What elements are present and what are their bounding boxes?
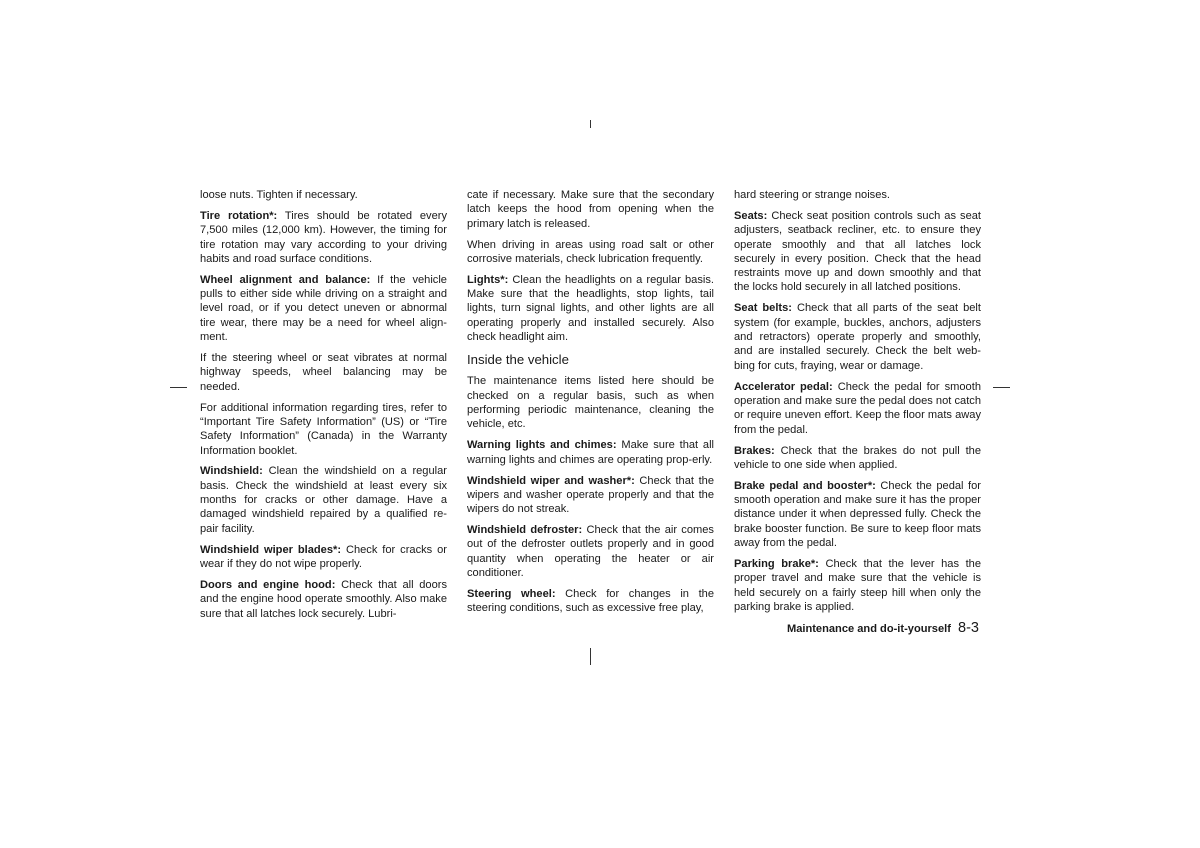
paragraph (734, 444, 981, 473)
paragraph-term: Windshield wiper and washer*: (467, 474, 635, 487)
text-column-1 (200, 188, 447, 628)
paragraph (467, 523, 714, 580)
paragraph-term: Seat belts: (734, 302, 792, 315)
page-footer (787, 620, 979, 637)
paragraph-term: Parking brake*: (734, 557, 819, 570)
paragraph-text: If the steering wheel or seat vibrates at normal highway speeds, wheel balancing may be needed. (200, 352, 447, 393)
paragraph (734, 188, 981, 202)
paragraph (200, 351, 447, 394)
paragraph-text: The maintenance items listed here should be checked on a regular basis, such as when performing periodic maintenance, cleaning the vehicle, etc. (467, 375, 714, 431)
crop-mark-left (170, 387, 187, 388)
paragraph-text: Check for changes in the steering conditions, such as excessive free play, (467, 587, 714, 615)
paragraph (734, 209, 981, 295)
paragraph-term: Doors and engine hood: (200, 578, 336, 591)
paragraph-text: Check that all doors and the engine hood operate smoothly. Also make sure that all latches lock securely. Lubri- (200, 578, 448, 620)
paragraph-term: Steering wheel: (467, 587, 556, 600)
paragraph (467, 238, 714, 267)
paragraph-text: Check that the lever has the proper travel and make sure that the vehicle is held securely on a fairly steep hill when only the parking brake is applied. (734, 557, 981, 613)
paragraph-term: Tire rotation*: (200, 209, 278, 222)
paragraph (467, 438, 714, 467)
crop-mark-top (590, 120, 591, 128)
paragraph-text: loose nuts. Tighten if necessary. (200, 189, 358, 201)
paragraph-term: Accelerator pedal: (734, 380, 833, 393)
paragraph (200, 464, 447, 535)
paragraph (734, 557, 981, 614)
paragraph-text: When driving in areas using road salt or other corrosive materials, check lubrication frequently. (467, 238, 714, 265)
paragraph-text: Make sure that all warning lights and chimes are operating prop-erly. (467, 439, 715, 466)
paragraph-term: Windshield: (200, 465, 263, 478)
paragraph-term: Brakes: (734, 444, 775, 457)
paragraph-text: If the vehicle pulls to either side while driving on a straight and level road, or if you detect uneven or abnormal tire wear, there may be a need for wheel align-ment. (200, 273, 447, 344)
paragraph-text: hard steering or strange noises. (734, 189, 891, 201)
paragraph-text: Check seat position controls such as seat adjusters, seatback recliner, etc. to ensure they operate smoothly and that all latches lock securely in every position. Check that the head restraints move up and down smoothly and that the locks hold securely in all latched positions. (734, 209, 981, 294)
paragraph-term: Wheel alignment and balance: (200, 273, 371, 286)
paragraph-term: Brake pedal and booster*: (734, 479, 876, 492)
paragraph (200, 188, 447, 202)
paragraph (200, 401, 447, 458)
crop-mark-bottom (590, 648, 591, 665)
paragraph-term: Lights*: (467, 273, 509, 286)
paragraph-text: Clean the windshield on a regular basis. Check the windshield at least every six months for cracks or other damage. Have a damaged windshield repaired by a qualified re-pair facility. (200, 465, 447, 535)
paragraph (734, 301, 981, 372)
paragraph-text: Check that the brakes do not pull the vehicle to one side when applied. (734, 444, 981, 471)
paragraph (467, 474, 714, 517)
paragraph-text: For additional information regarding tires, refer to “Important Tire Safety Information” (US) or “Tire Safety Information” (Canada) in the Warranty Information booklet. (200, 401, 447, 457)
paragraph-term: Windshield wiper blades*: (200, 543, 342, 556)
paragraph-text: Check the pedal for smooth operation and make sure it has the proper distance under it when depressed fully. Check the brake booster function. Be sure to keep floor mats away from the pedal. (734, 479, 981, 549)
paragraph-term: Warning lights and chimes: (467, 439, 617, 452)
paragraph-text: Check for cracks or wear if they do not wipe properly. (200, 543, 447, 570)
paragraph (200, 578, 447, 621)
paragraph-text: Tires should be rotated every 7,500 miles (12,000 km). However, the timing for tire rotation may vary according to your driving habits and road surface conditions. (200, 209, 447, 265)
paragraph (467, 273, 714, 344)
paragraph-text: Check the pedal for smooth operation and make sure the pedal does not catch or require uneven effort. Keep the floor mats away from the pedal. (734, 380, 981, 436)
text-column-2 (467, 188, 714, 622)
paragraph-text: Check that all parts of the seat belt system (for example, buckles, anchors, adjusters and retractors) operate properly and smoothly, and are installed securely. Check the belt web-bing for cuts, fraying, wear or damage. (734, 302, 981, 372)
paragraph-text: Check that the air comes out of the defroster outlets properly and in good quantity when operating the heater or air conditioner. (467, 524, 714, 579)
paragraph (734, 479, 981, 550)
paragraph-text: Check that the wipers and washer operate properly and that the wipers do not streak. (467, 474, 714, 516)
page-number: 8-3 (958, 620, 979, 636)
paragraph (467, 374, 714, 431)
section-heading: Inside the vehicle (467, 352, 569, 368)
paragraph-text: cate if necessary. Make sure that the secondary latch keeps the hood from opening when the primary latch is released. (467, 189, 714, 230)
paragraph-text: Clean the headlights on a regular basis. Make sure that the headlights, stop lights, tail lights, turn signal lights, and other lights are all operating properly and installed securely. Also check headlight aim. (467, 273, 714, 344)
paragraph (467, 188, 714, 231)
paragraph (734, 380, 981, 437)
paragraph-term: Windshield defroster: (467, 524, 583, 537)
paragraph (200, 209, 447, 266)
paragraph (200, 543, 447, 572)
text-column-3 (734, 188, 981, 621)
crop-mark-right (993, 387, 1010, 388)
footer-section-title: Maintenance and do-it-yourself (786, 623, 951, 635)
paragraph (467, 587, 714, 616)
paragraph (200, 273, 447, 344)
paragraph-term: Seats: (734, 209, 768, 222)
